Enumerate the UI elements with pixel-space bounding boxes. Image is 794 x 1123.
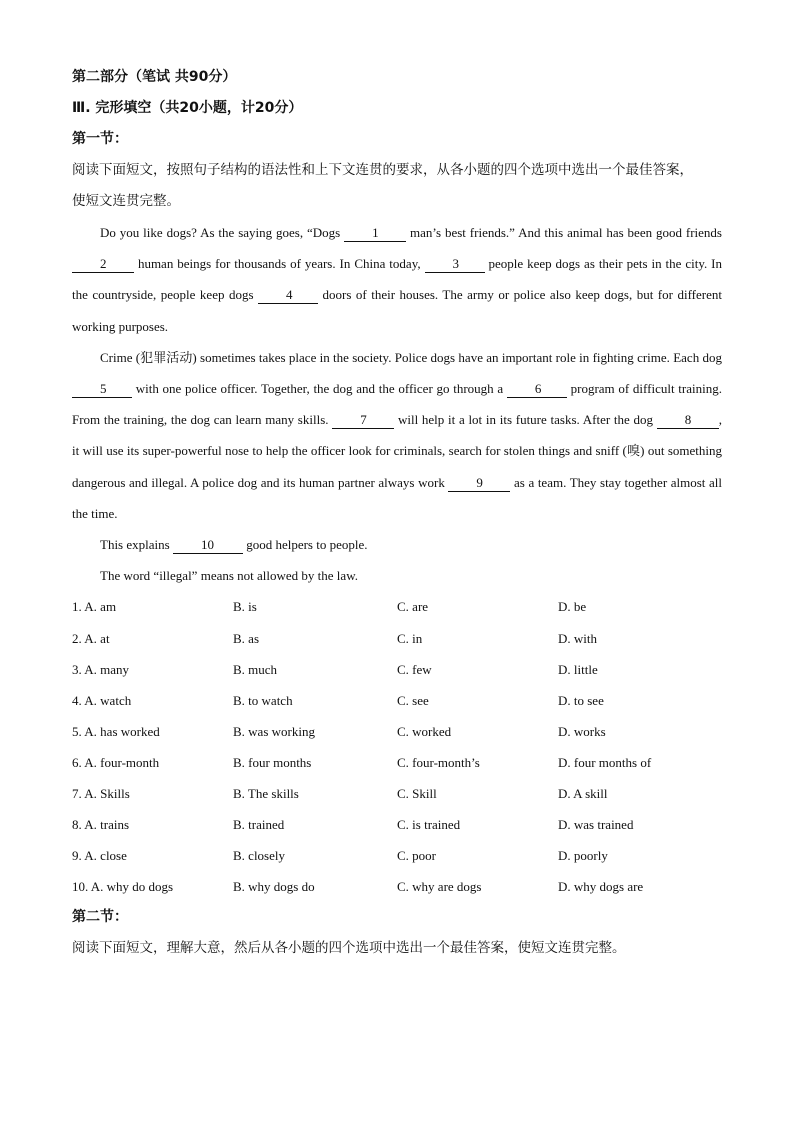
option-c: C. are — [397, 599, 429, 615]
option-c: C. few — [397, 661, 432, 677]
option-d: D. why dogs are — [558, 879, 644, 895]
option-a: 1. A. am — [72, 599, 117, 615]
option-b: B. trained — [233, 817, 285, 833]
option-b: B. why dogs do — [233, 879, 315, 895]
passage-paragraph-2 — [72, 342, 722, 529]
blank-7: 7 — [332, 413, 394, 429]
blank-10: 10 — [173, 538, 243, 554]
instructions-line-1: 阅读下面短文，按照句子结构的语法性和上下文连贯的要求，从各小题的四个选项中选出一个最佳答案， — [72, 162, 693, 178]
blank-8: 8 — [657, 413, 719, 429]
passage-text: with one police officer. Together, the dog and the officer go through a — [132, 381, 507, 397]
option-c: C. worked — [397, 723, 452, 739]
option-c: C. is trained — [397, 817, 461, 833]
question-options-list — [72, 591, 722, 902]
option-d: D. works — [558, 723, 606, 739]
option-a: 6. A. four-month — [72, 754, 160, 770]
question-row — [72, 809, 722, 840]
blank-5: 5 — [72, 382, 132, 398]
sub-section-2-instructions: 阅读下面短文，理解大意，然后从各小题的四个选项中选出一个最佳答案，使短文连贯完整。 — [72, 940, 626, 957]
passage-note: The word “illegal” means not allowed by the law. — [100, 568, 358, 584]
option-a: 8. A. trains — [72, 817, 130, 833]
instructions-line-2: 使短文连贯完整。 — [72, 193, 180, 209]
option-b: B. was working — [233, 723, 315, 739]
option-d: D. little — [558, 661, 598, 677]
option-d: D. A skill — [558, 786, 608, 801]
passage-text: man’s best friends.” And this animal has been good friends — [406, 225, 722, 240]
blank-6: 6 — [507, 382, 567, 398]
option-a: 3. A. many — [72, 661, 130, 677]
option-b: B. four months — [233, 754, 312, 770]
option-d: D. with — [558, 630, 597, 646]
passage-paragraph-1 — [72, 217, 722, 342]
passage-paragraph-3 — [72, 529, 722, 560]
option-b: B. to watch — [233, 692, 293, 708]
passage-text: people keep dogs as their pets in the city. In the countryside, people keep dogs — [72, 256, 722, 303]
question-row — [72, 591, 722, 622]
passage-text: as a team. They stay together almost all the time. — [72, 474, 723, 521]
option-a: 5. A. has worked — [72, 723, 160, 739]
passage-text: Crime (犯罪活动) sometimes takes place in the society. Police dogs have an important role in fighting crime. Each dog — [100, 349, 722, 365]
option-d: D. to see — [558, 692, 604, 708]
option-c: C. poor — [397, 848, 436, 864]
option-d: D. poorly — [558, 848, 608, 864]
blank-4: 4 — [258, 288, 318, 304]
part-title: 第二部分（笔试 共90分） — [72, 69, 237, 85]
blank-3: 3 — [425, 257, 485, 273]
option-a: 7. A. Skills — [72, 786, 130, 801]
passage-text: will help it a lot in its future tasks. After the dog — [394, 412, 657, 428]
passage-text: good helpers to people. — [242, 537, 368, 553]
option-b: B. The skills — [233, 786, 299, 801]
option-d: D. four months of — [558, 754, 652, 770]
question-row — [72, 685, 722, 716]
question-row — [72, 623, 722, 654]
question-row — [72, 716, 722, 747]
passage-text: , it will use its super-powerful nose to help the officer look for criminals, search for stolen things and sniff (嗅) out something dangerous and illegal. A police dog and its human partner always work — [72, 412, 722, 490]
option-c: C. four-month’s — [397, 754, 480, 770]
option-a: 4. A. watch — [72, 692, 132, 708]
option-b: B. closely — [233, 848, 285, 864]
option-c: C. Skill — [397, 786, 437, 801]
blank-1: 1 — [344, 226, 406, 242]
blank-9: 9 — [448, 476, 510, 492]
option-a: 10. A. why do dogs — [72, 879, 174, 895]
question-row — [72, 654, 722, 685]
option-d: D. be — [558, 599, 587, 615]
question-row — [72, 840, 722, 871]
option-a: 9. A. close — [72, 848, 127, 864]
option-c: C. see — [397, 692, 429, 708]
option-d: D. was trained — [558, 817, 634, 833]
option-c: C. in — [397, 630, 423, 646]
option-b: B. much — [233, 661, 278, 677]
option-b: B. as — [233, 630, 259, 646]
exam-page — [72, 62, 722, 964]
option-b: B. is — [233, 599, 257, 615]
sub-section-1-title: 第一节： — [72, 131, 128, 147]
question-row — [72, 778, 722, 809]
passage-text: doors of their houses. The army or police also keep dogs, but for different working purposes. — [72, 287, 722, 334]
blank-2: 2 — [72, 257, 134, 273]
passage-text: program of difficult training. From the training, the dog can learn many skills. — [72, 381, 722, 428]
option-a: 2. A. at — [72, 630, 110, 646]
sub-section-2-title: 第二节： — [72, 909, 128, 926]
question-row — [72, 747, 722, 778]
passage-text: Do you like dogs? As the saying goes, “Dogs — [100, 225, 345, 240]
passage-text: This explains — [100, 537, 173, 553]
option-c: C. why are dogs — [397, 879, 482, 895]
question-row — [72, 871, 722, 902]
passage-text: human beings for thousands of years. In China today, — [134, 256, 425, 272]
section-title: Ⅲ. 完形填空（共20小题，计20分） — [72, 100, 303, 116]
